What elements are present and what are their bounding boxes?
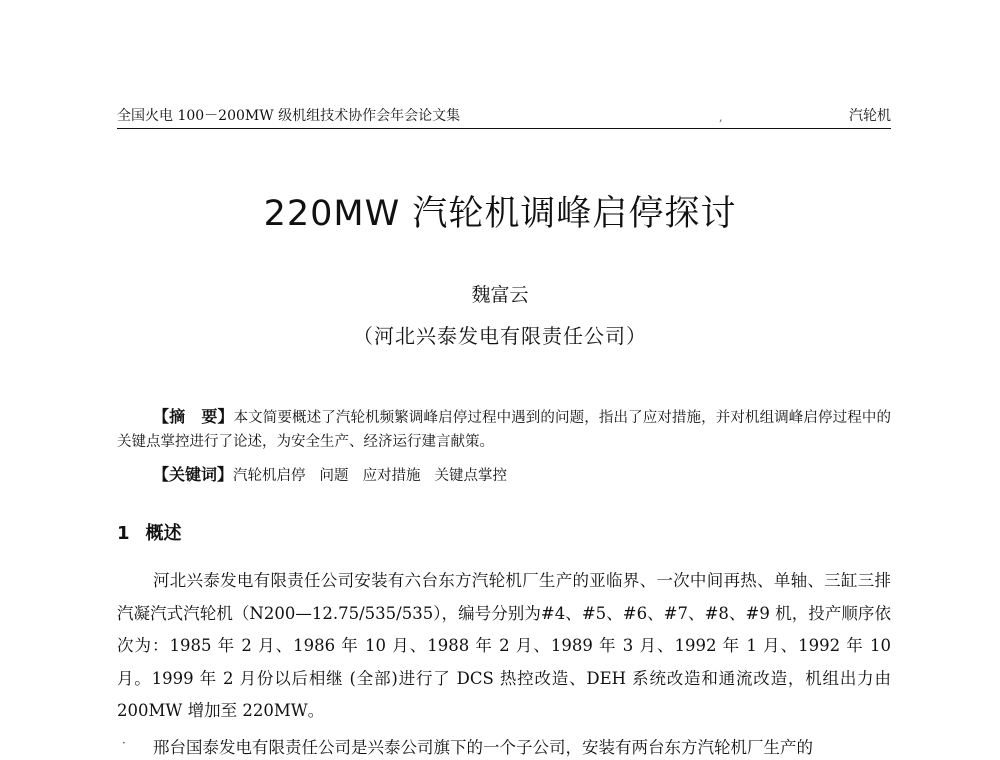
- paper-author: 魏富云: [471, 284, 529, 306]
- keyword-item: 应对措施: [362, 468, 421, 484]
- section-number: 1: [117, 523, 130, 544]
- body-paragraph: 河北兴泰发电有限责任公司安装有六台东方汽轮机厂生产的亚临界、一次中间再热、单轴、三缸三排汽凝汽式汽轮机（N200—12.75/535/535），编号分别为#4、#5、#6、#7、#8、#9 机，投产顺序依次为：1985 年 2 月、1986 年 10 月、1988 年 2 月、1989 年 3 月、1992 年 1 月、1992 年 10 月。1999 年 2 月份以后相继 (全部)进行了 DCS 热控改造、DEH 系统改造和通流改造，机组出力由 200MW 增加至 220MW。: [117, 571, 891, 720]
- paper-title: 220MW 汽轮机调峰启停探讨: [263, 194, 737, 234]
- header-section-name: 汽轮机: [849, 108, 891, 124]
- keyword-item: 关键点掌控: [434, 468, 508, 484]
- body-paragraph: 邢台国泰发电有限责任公司是兴泰公司旗下的一个子公司，安装有两台东方汽轮机厂生产的: [153, 738, 813, 757]
- header-stray-mark: ‚: [719, 111, 723, 124]
- author-affiliation: （河北兴泰发电有限责任公司）: [353, 324, 647, 348]
- keywords-label: 【关键词】: [153, 465, 234, 484]
- keywords: [153, 463, 521, 488]
- abstract-text: 本文简要概述了汽轮机频繁调峰启停过程中遇到的问题，指出了应对措施，并对机组调峰启停过程中的关键点掌控进行了论述，为安全生产、经济运行建言献策。: [117, 410, 891, 450]
- abstract: [117, 405, 891, 454]
- running-header: [117, 106, 891, 129]
- section-title: 概述: [145, 523, 182, 544]
- section-heading: [117, 521, 182, 547]
- margin-mark: ·: [122, 736, 126, 750]
- abstract-label: 【摘 要】: [153, 407, 234, 426]
- keyword-item: 汽轮机启停: [233, 468, 306, 484]
- header-proceedings-title: 全国火电 100－200MW 级机组技术协作会年会论文集: [117, 108, 461, 124]
- keyword-item: 问题: [319, 468, 349, 484]
